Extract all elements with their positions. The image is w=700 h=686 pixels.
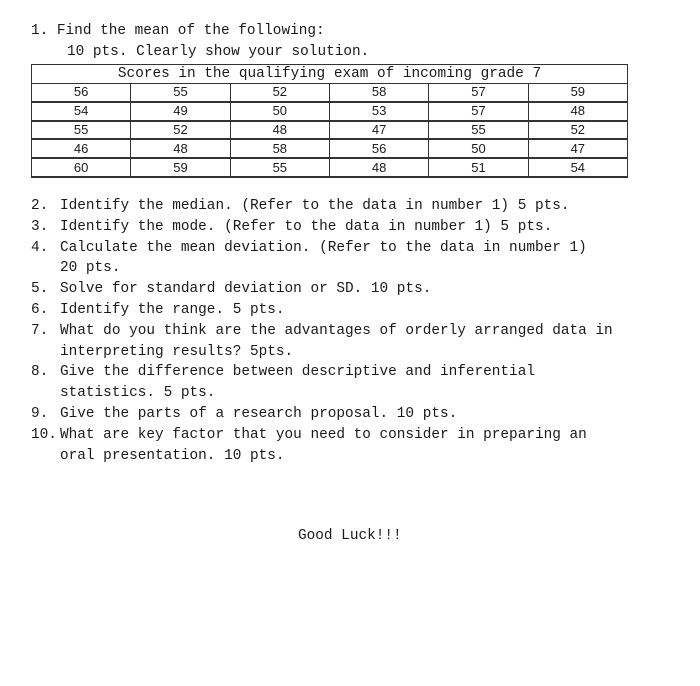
table-cell: 50 xyxy=(429,139,528,158)
table-cell: 48 xyxy=(528,102,627,121)
table-cell: 56 xyxy=(329,139,428,158)
question-number: 7. xyxy=(31,322,49,339)
question-text: Calculate the mean deviation. (Refer to the data in number 1) 20 pts. xyxy=(60,239,587,277)
question-text: Identify the median. (Refer to the data in number 1) 5 pts. xyxy=(60,198,570,214)
question-text: Identify the range. 5 pts. xyxy=(60,301,285,318)
question-number: 10. xyxy=(31,426,57,443)
table-cell: 57 xyxy=(429,102,528,121)
table-cell: 48 xyxy=(329,158,428,177)
table-cell: 52 xyxy=(528,121,627,140)
table-cell: 47 xyxy=(528,139,627,158)
table-row xyxy=(32,139,628,158)
question-number: 8. xyxy=(31,364,49,381)
question-text: Solve for standard deviation or SD. 10 pts. xyxy=(60,281,432,298)
question-item xyxy=(31,279,691,300)
table-cell: 51 xyxy=(429,158,528,177)
table-cell: 59 xyxy=(528,84,627,102)
table-cell: 54 xyxy=(32,102,131,121)
question-number: 6. xyxy=(31,301,49,318)
table-cell: 54 xyxy=(528,158,627,177)
question-text: What are key factor that you need to consider in preparing an oral presentation. 10 pts. xyxy=(60,426,587,464)
question-text: Identify the mode. (Refer to the data in number 1) 5 pts. xyxy=(60,218,553,235)
question-text: What do you think are the advantages of orderly arranged data in interpreting results? 5pts. xyxy=(60,322,613,360)
table-cell: 52 xyxy=(230,84,329,102)
question-item xyxy=(31,238,691,280)
question-item xyxy=(31,196,691,217)
table-row xyxy=(32,102,628,121)
table-row xyxy=(32,121,628,140)
question-item xyxy=(31,321,691,363)
table-cell: 52 xyxy=(131,121,230,140)
table-row xyxy=(32,84,628,102)
question-1-instructions: 10 pts. Clearly show your solution. xyxy=(67,44,370,60)
question-item xyxy=(31,362,691,404)
table-cell: 55 xyxy=(32,121,131,140)
question-item xyxy=(31,404,691,425)
table-cell: 56 xyxy=(32,84,131,102)
question-text: Give the parts of a research proposal. 10 pts. xyxy=(60,405,458,422)
question-text: Give the difference between descriptive and inferential statistics. 5 pts. xyxy=(60,364,535,402)
table-cell: 55 xyxy=(429,121,528,140)
table-cell: 58 xyxy=(329,84,428,102)
table-cell: 53 xyxy=(329,102,428,121)
question-item xyxy=(31,217,691,238)
table-cell: 55 xyxy=(131,84,230,102)
table-cell: 46 xyxy=(32,139,131,158)
table-cell: 55 xyxy=(230,158,329,177)
scores-table xyxy=(31,64,628,178)
question-number: 3. xyxy=(31,218,49,235)
question-number: 9. xyxy=(31,405,49,422)
table-cell: 48 xyxy=(230,121,329,140)
table-cell: 47 xyxy=(329,121,428,140)
table-row xyxy=(32,158,628,177)
closing-message: Good Luck!!! xyxy=(298,528,402,544)
question-list xyxy=(31,196,691,466)
table-cell: 60 xyxy=(32,158,131,177)
table-cell: 49 xyxy=(131,102,230,121)
question-item xyxy=(31,300,691,321)
table-cell: 48 xyxy=(131,139,230,158)
table-cell: 59 xyxy=(131,158,230,177)
table-cell: 50 xyxy=(230,102,329,121)
question-1-heading: 1. Find the mean of the following: xyxy=(31,23,325,39)
question-number: 4. xyxy=(31,239,49,256)
table-caption: Scores in the qualifying exam of incoming grade 7 xyxy=(32,65,628,84)
table-cell: 58 xyxy=(230,139,329,158)
table-cell: 57 xyxy=(429,84,528,102)
question-item xyxy=(31,425,691,467)
question-number: 2. xyxy=(31,198,49,214)
question-number: 5. xyxy=(31,281,49,298)
